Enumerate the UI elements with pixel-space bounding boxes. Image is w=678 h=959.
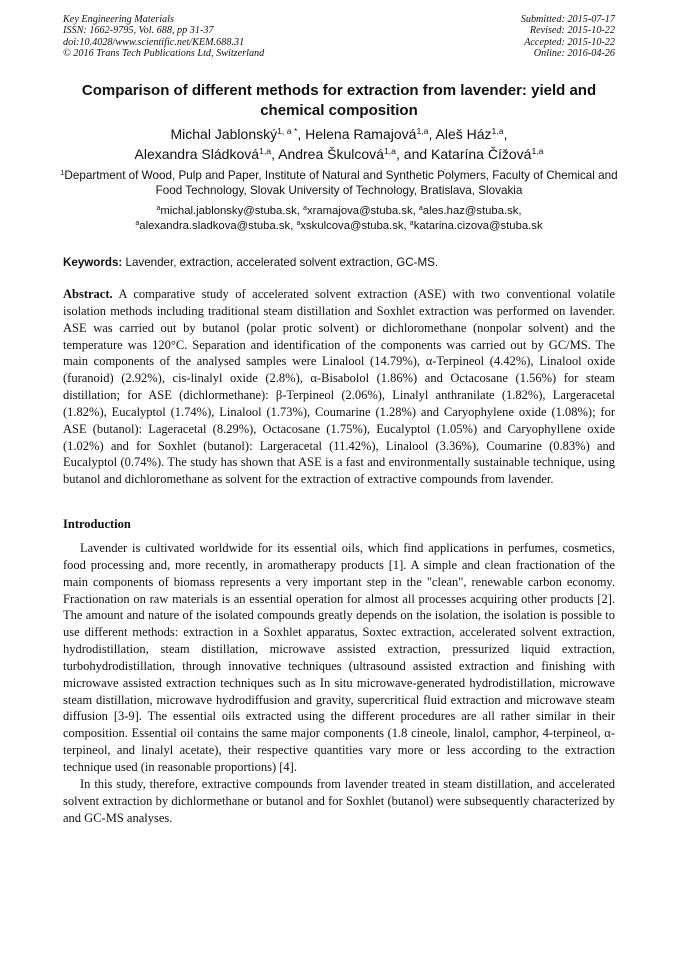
author-affiliation-mark: 1,a — [531, 146, 544, 157]
journal-copyright: © 2016 Trans Tech Publications Ltd, Switzerland — [63, 47, 265, 59]
author-emails — [50, 204, 628, 233]
author-name: Aleš Ház — [435, 126, 492, 142]
date-accepted: Accepted: 2015-10-22 — [524, 36, 615, 48]
paragraph: In this study, therefore, extractive compounds from lavender treated in steam distillation, and accelerated solvent extraction by dichlormethane or butanol and for Soxhlet (butanol) were subsequently characterized by and GC-MS analyses. — [63, 776, 615, 825]
email-link[interactable]: xramajova@stuba.sk — [306, 205, 413, 217]
email-line-1: $^a$michal.jablonsky@stuba.sk, $^a$xramajova@stuba.sk, $^a$ales.haz@stuba.sk, — [156, 205, 522, 217]
introduction-body — [63, 540, 615, 826]
date-submitted: Submitted: 2015-07-17 — [520, 14, 615, 25]
abstract-text: A comparative study of accelerated solvent extraction (ASE) with two conventional volatile isolation methods including traditional steam distillation and Soxhlet extraction was performed on lavender. ASE was carried out by butanol (polar protic solvent) or dichloromethane (nonpolar solvent) and the temperature was 120°C. Separation and identification of the components was carried out by GC/MS. The main components of the analysed samples were Linalool (14.79%), α-Terpineol (4.42%), Linalool oxide (furanoid) (2.92%), cis-linalyl oxide (2.8%), α-Bisabolol (1.86%) and Octacosane (1.56%) for steam distillation; for ASE (dichlormethane): β-Terpineol (2.06%), Linalyl anthranilate (1.82%), Largeracetal (1.82%), Eucalyptol (1.74%), Linalool (1.73%), Coumarine (1.28%) and Caryophylene oxide (1.08%); for ASE (butanol): Lageracetal (8.29%), Octacosane (1.75%), Eucalyptol (1.05%) and Caryophyllene oxide (1.02%) and for Soxhlet (butanol): Largeracetal (11.42%), Linalool (3.36%), Coumarine (0.83%) and Eucalyptol (0.74%). The study has shown that ASE is a fast and environmentally sustainable technique, using butanol and dichloromethane as solvent for the extraction of extractive compounds from lavender. — [63, 287, 615, 487]
keywords-label: Keywords: — [63, 256, 123, 269]
author-name: Helena Ramajová — [305, 126, 417, 142]
author-line-2: Alexandra Sládková$^{1,a}$, Andrea Škulcová$^{1,a}$, and Katarína Čížová$^{1,a}$ — [134, 146, 544, 162]
journal-name: Key Engineering Materials — [63, 14, 174, 25]
author-affiliation-mark: 1,a — [259, 146, 272, 157]
affiliation — [60, 168, 618, 198]
date-revised: Revised: 2015-10-22 — [529, 25, 615, 37]
author-name: Michal Jablonský — [170, 126, 278, 142]
author-name: Katarína Čížová — [431, 146, 532, 162]
journal-info — [63, 14, 264, 59]
journal-doi: doi:10.4028/www.scientific.net/KEM.688.31 — [63, 36, 245, 48]
author-affiliation-mark: 1,a — [383, 146, 397, 157]
email-link[interactable]: michal.jablonsky@stuba.sk — [160, 205, 297, 217]
keywords-text: Lavender, extraction, accelerated solvent extraction, GC-MS. — [125, 256, 439, 269]
author-line-1: Michal Jablonský$^{1, a *}$, Helena Ramajová$^{1,a}$, Aleš Ház$^{1,a}$, — [170, 126, 508, 142]
email-link[interactable]: katarina.cizova@stuba.sk — [413, 219, 543, 232]
paragraph: Lavender is cultivated worldwide for its essential oils, which find applications in perfumes, cosmetics, food processing and, more recently, in aromatherapy products [1]. A simple and clean fractionation of the main components of biomass represents a very important step in the "clean", renewable carbon economy. Fractionation on raw materials is an essential operation for almost all processes acquiring other products [2]. The amount and nature of the isolated compounds greatly depends on the isolation, the isolation is possible to use different methods: extraction in a Soxhlet apparatus, Soxtec extraction, accelerated solvent extraction, hydrodistillation, steam distillation, microwave assisted extraction, pressurized liquid extraction, turbohydrodistillation, through innovative techniques (ultrasound assisted extraction and finishing with microwave assisted extraction techniques such as In situ microwave-generated hydrodistillation, microwave steam distillation, microwave hydrodiffusion and gravity, supercritical fluid extraction and microwave steam diffusion [3-9]. The essential oils extracted using the different procedures are all rather similar in their composition. Essential oil contains the same major components (1.8 cineole, linalol, camphor, 4-terpineol, α-terpineol, and linalyl acetate), their respective quantities vary more or less according to the extraction technique used (in reasonable proportions) [4]. — [63, 541, 615, 774]
author-affiliation-mark: 1, a * — [277, 126, 298, 137]
abstract-label: Abstract. — [63, 287, 113, 301]
author-affiliation-mark: 1,a — [416, 126, 429, 137]
email-link[interactable]: xskulcova@stuba.sk — [300, 219, 404, 232]
keywords — [63, 256, 615, 269]
paper-title: Comparison of different methods for extraction from lavender: yield and chemical composition — [81, 82, 597, 119]
journal-issn: ISSN: 1662-9795, Vol. 688, pp 31-37 — [63, 25, 214, 37]
author-affiliation-mark: 1,a — [491, 126, 504, 137]
affiliation-mark: 1 — [60, 168, 65, 178]
email-link[interactable]: alexandra.sladkova@stuba.sk — [139, 219, 291, 232]
publication-dates — [521, 14, 615, 59]
author-name: Andrea Škulcová — [278, 146, 384, 162]
author-name: Alexandra Sládková — [134, 146, 260, 162]
date-online: Online: 2016-04-26 — [533, 47, 615, 59]
abstract — [63, 286, 615, 488]
author-list — [50, 124, 628, 164]
email-link[interactable]: ales.haz@stuba.sk — [422, 205, 519, 217]
email-line-2: $^a$alexandra.sladkova@stuba.sk, $^a$xskulcova@stuba.sk, $^a$katarina.cizova@stuba.sk — [135, 219, 543, 232]
section-heading-introduction: Introduction — [63, 517, 131, 531]
affiliation-text: Department of Wood, Pulp and Paper, Institute of Natural and Synthetic Polymers, Faculty of Chemical and Food Technology, Slovak University of Technology, Bratislava, Slovakia — [64, 169, 618, 197]
